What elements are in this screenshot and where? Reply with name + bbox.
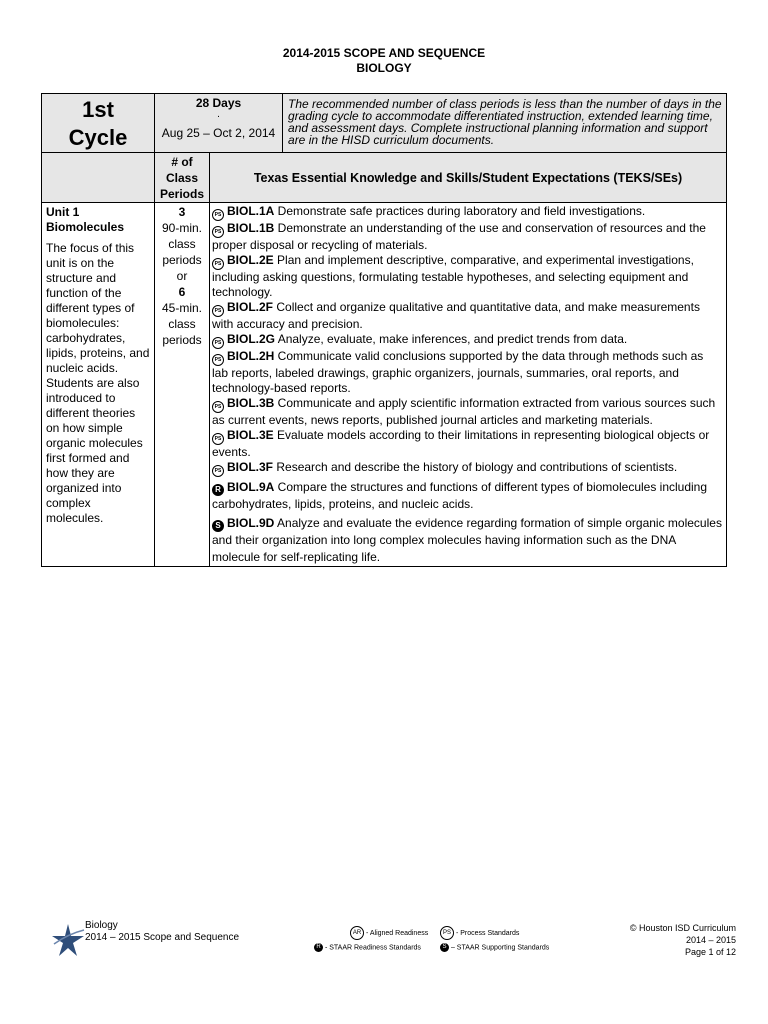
standard-item — [212, 428, 722, 460]
periods-45-label: 45-min. class periods — [161, 301, 202, 347]
standard-code: BIOL.9A — [227, 480, 275, 494]
standard-code: BIOL.9D — [227, 516, 275, 530]
scope-sequence-table — [41, 93, 727, 567]
process-standard-icon: PS — [212, 401, 224, 413]
cycle-days — [155, 94, 283, 153]
standard-text: Communicate valid conclusions supported by the data through methods such as lab reports, labeled drawings, graphic organizers, journals, summaries, oral reports, and technology-based reports. — [212, 349, 704, 395]
periods-or: or — [176, 269, 188, 283]
standard-text: Communicate and apply scientific information extracted from various sources such as current events, news reports, published journal articles and marketing materials. — [212, 396, 716, 427]
cycle-number: 1st — [82, 97, 114, 122]
process-standard-icon: PS — [212, 226, 224, 238]
standard-code: BIOL.1B — [227, 221, 275, 235]
standard-text: Evaluate models according to their limitations in representing biological objects or events. — [212, 428, 710, 459]
process-standard-icon: PS — [212, 209, 224, 221]
document-title: 2014-2015 SCOPE AND SEQUENCE — [282, 46, 486, 60]
footer-right — [630, 922, 736, 958]
column-header-row — [42, 153, 727, 203]
legend-s — [440, 943, 549, 952]
standard-code: BIOL.2F — [227, 300, 274, 314]
standard-item — [212, 253, 722, 300]
standard-item — [212, 460, 722, 477]
standard-item — [212, 204, 722, 221]
standard-text: Analyze, evaluate, make inferences, and predict trends from data. — [275, 332, 628, 346]
readiness-standard-icon: R — [212, 484, 224, 496]
legend-r-label: - STAAR Readiness Standards — [324, 944, 421, 952]
standard-text: Demonstrate an understanding of the use and conservation of resources and the proper disposal or recycling of materials. — [212, 221, 706, 252]
supporting-standards-icon: S — [440, 943, 449, 952]
standard-text: Compare the structures and functions of different types of biomolecules including carbohydrates, lipids, proteins, and nucleic acids. — [212, 480, 708, 511]
standard-code: BIOL.2G — [227, 332, 276, 346]
readiness-standards-icon: R — [314, 943, 323, 952]
process-standard-icon: PS — [212, 337, 224, 349]
legend-s-label: – STAAR Supporting Standards — [450, 944, 550, 952]
standard-text: Plan and implement descriptive, comparative, and experimental investigations, including asking questions, formulating testable hypotheses, and selecting equipment and technology. — [212, 253, 694, 299]
standard-code: BIOL.3E — [227, 428, 274, 442]
standard-text: Demonstrate safe practices during laboratory and field investigations. — [274, 204, 646, 218]
footer-doc-name: 2014 – 2015 Scope and Sequence — [85, 932, 240, 943]
process-standards-icon: PS — [440, 926, 454, 940]
header-blank — [42, 153, 155, 203]
unit-name: Biomolecules — [46, 220, 125, 234]
standard-code: BIOL.2H — [227, 349, 275, 363]
standard-text: Research and describe the history of biology and contributions of scientists. — [273, 460, 678, 474]
aligned-readiness-icon: AR — [350, 926, 364, 940]
unit-description: The focus of this unit is on the structure and function of the different types of biomolecules: carbohydrates, lipids, proteins, and nucleic acids. Students are also introduced to different theories on how simple organic molecules first formed and how they are organized into complex molecules. — [46, 241, 150, 525]
standard-item — [212, 349, 722, 396]
standard-text: Analyze and evaluate the evidence regarding formation of simple organic molecules and their organization into long complex molecules having information such as the DNA molecule for self-replicating life. — [212, 516, 722, 564]
standard-item — [212, 515, 722, 566]
page-number: Page 1 of 12 — [684, 947, 736, 957]
legend-ar-label: - Aligned Readiness — [365, 929, 429, 937]
footer-year: 2014 – 2015 — [685, 935, 736, 945]
legend-r — [314, 943, 421, 952]
cycle-word: Cycle — [68, 125, 128, 150]
legend-ps — [440, 926, 519, 940]
standard-code: BIOL.2E — [227, 253, 274, 267]
periods-cell — [155, 203, 210, 567]
footer-course-name: Biology — [85, 920, 118, 931]
process-standard-icon: PS — [212, 305, 224, 317]
periods-90-label: 90-min. class periods — [161, 221, 202, 267]
standard-item — [212, 479, 722, 513]
supporting-standard-icon: S — [212, 520, 224, 532]
header-periods: # of Class Periods — [155, 153, 210, 203]
standard-item — [212, 332, 722, 349]
standard-code: BIOL.1A — [227, 204, 275, 218]
cycle-note: The recommended number of class periods is less than the number of days in the grading cycle to accommodate differentiated instruction, extended learning time, and assessment days. Complete instructional planning information and support are in the HISD curriculum documents. — [283, 94, 727, 153]
header-teks: Texas Essential Knowledge and Skills/Student Expectations (TEKS/SEs) — [210, 153, 727, 203]
document-subject: BIOLOGY — [356, 61, 412, 75]
footer-copyright: © Houston ISD Curriculum — [629, 923, 736, 933]
footer-course — [85, 920, 239, 944]
periods-45-count: 6 — [178, 285, 186, 299]
unit-row — [42, 203, 727, 567]
standard-code: BIOL.3B — [227, 396, 275, 410]
days-count: 28 Days — [195, 96, 242, 110]
process-standard-icon: PS — [212, 258, 224, 270]
standard-item — [212, 221, 722, 253]
unit-number: Unit 1 — [46, 205, 80, 219]
unit-cell — [42, 203, 155, 567]
legend-ps-label: - Process Standards — [455, 929, 520, 937]
days-dot: . — [217, 109, 220, 120]
date-range: Aug 25 – Oct 2, 2014 — [161, 126, 276, 140]
standard-item — [212, 396, 722, 428]
standard-code: BIOL.3F — [227, 460, 274, 474]
legend-ar — [350, 926, 428, 940]
periods-90-count: 3 — [178, 205, 186, 219]
cycle-row — [42, 94, 727, 153]
standard-text: Collect and organize qualitative and quantitative data, and make measurements with accuracy and precision. — [212, 300, 700, 331]
process-standard-icon: PS — [212, 465, 224, 477]
process-standard-icon: PS — [212, 433, 224, 445]
cycle-label — [42, 94, 155, 153]
hisd-star-logo-icon — [50, 922, 86, 958]
standard-item — [212, 300, 722, 332]
standards-list — [210, 203, 727, 567]
process-standard-icon: PS — [212, 354, 224, 366]
